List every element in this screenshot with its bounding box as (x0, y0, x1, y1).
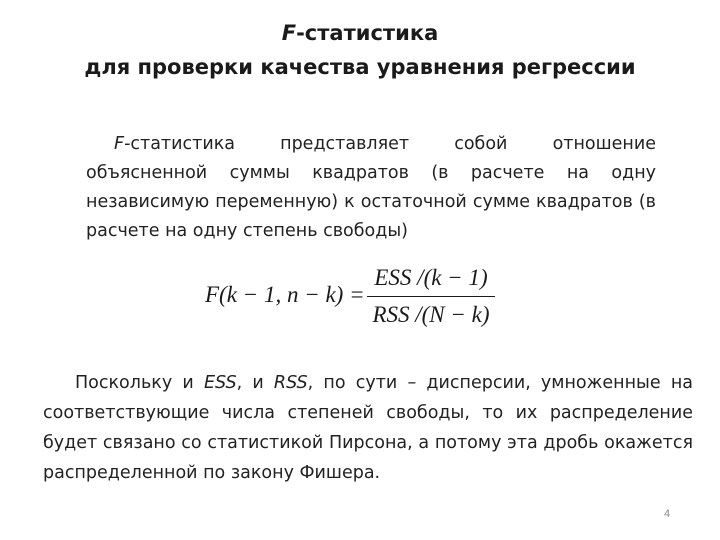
page-number: 4 (664, 508, 671, 520)
formula-numerator: ESS /(k − 1) (374, 265, 488, 290)
formula-lhs: F(k − 1, n − k) = (205, 282, 365, 307)
para2-part1: Поскольку и (75, 373, 204, 393)
formula-denominator: RSS /(N − k) (372, 302, 490, 327)
para2-part3: , по сути – дисперсии, умноженные на соответствующие числа степеней свободы, то их распределение будет связано со статистикой Пирсона, а потому эта дробь окажется распределенной по закону Фишера. (43, 373, 693, 483)
para2-rss: RSS (273, 373, 308, 393)
explanation-paragraph (43, 368, 693, 488)
title-line1-text: -статистика (296, 21, 439, 45)
definition-paragraph (86, 130, 656, 246)
para2-part2: , и (236, 373, 274, 393)
f-statistic-formula (205, 262, 505, 332)
fraction-bar (367, 296, 495, 297)
para1-text: -статистика представляет собой отношение объясненной суммы квадратов (в расчете на одну независимую переменную) к остаточной сумме квадратов (в расчете на одну степень свободы) (86, 134, 656, 241)
para1-f-italic: F (114, 134, 125, 154)
slide-title-line2: для проверки качества уравнения регрессии (84, 55, 636, 79)
formula-fraction (367, 262, 495, 331)
para2-ess: ESS (203, 373, 237, 393)
title-f-italic: F (281, 21, 297, 45)
slide-title-line1 (30, 18, 690, 48)
